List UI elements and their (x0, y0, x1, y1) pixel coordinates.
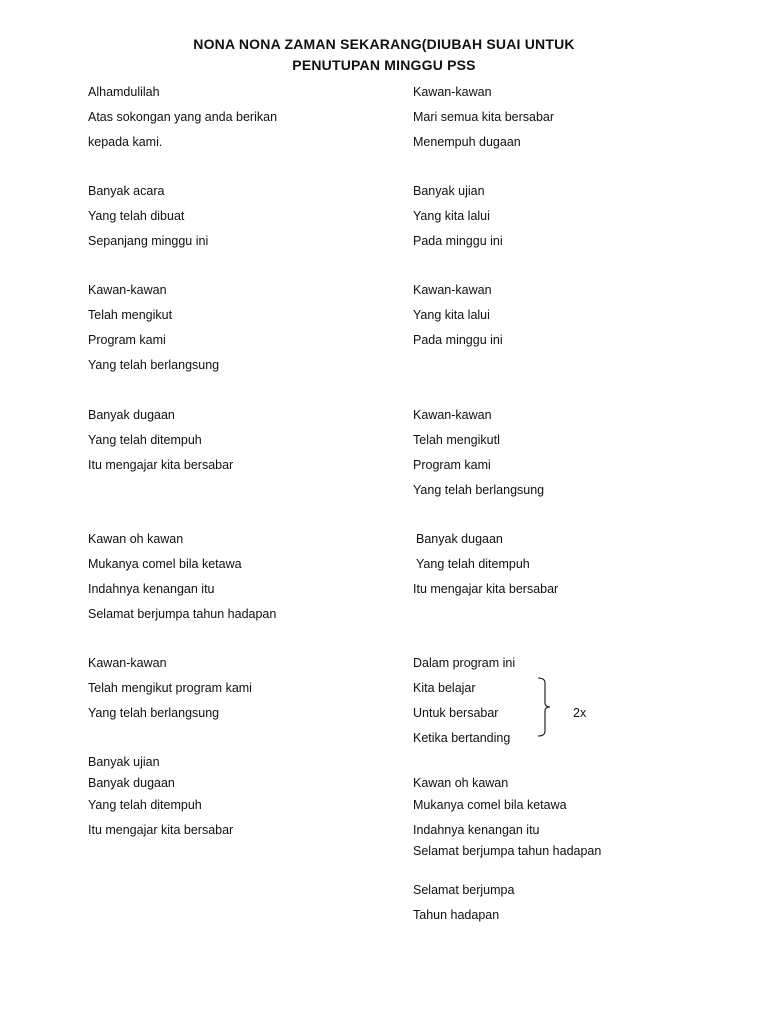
right-line: Banyak dugaan (416, 532, 503, 546)
right-line: Mari semua kita bersabar (413, 110, 555, 124)
left-line: Yang telah berlangsung (88, 706, 220, 720)
right-line: Kawan-kawan (413, 283, 492, 297)
left-line: Alhamdulilah (88, 85, 160, 99)
left-line: kepada kami. (88, 135, 163, 149)
song-title-line-1: NONA NONA ZAMAN SEKARANG(DIUBAH SUAI UNTUK (193, 36, 575, 52)
left-line: Yang telah ditempuh (88, 433, 202, 447)
left-line: Kawan oh kawan (88, 532, 184, 546)
right-line: Kawan oh kawan (413, 776, 509, 790)
left-line: Yang telah ditempuh (88, 798, 202, 812)
right-line: Kawan-kawan (413, 408, 492, 422)
left-line: Itu mengajar kita bersabar (88, 823, 234, 837)
left-line: Telah mengikut program kami (88, 681, 252, 695)
right-line: Selamat berjumpa tahun hadapan (413, 844, 602, 858)
left-line: Banyak ujian (88, 755, 160, 769)
left-line: Banyak acara (88, 184, 165, 198)
left-line: Telah mengikut (88, 308, 173, 322)
right-line: Selamat berjumpa (413, 883, 515, 897)
right-line: Pada minggu ini (413, 333, 503, 347)
left-line: Selamat berjumpa tahun hadapan (88, 607, 277, 621)
right-line: Untuk bersabar (413, 706, 499, 720)
right-line: Tahun hadapan (413, 908, 500, 922)
right-line: Dalam program ini (413, 656, 516, 670)
left-line: Banyak dugaan (88, 776, 175, 790)
repeat-mark: 2x (573, 706, 587, 720)
right-line: Telah mengikutl (413, 433, 500, 447)
right-line: Ketika bertanding (413, 731, 511, 745)
left-line: Indahnya kenangan itu (88, 582, 215, 596)
right-line: Pada minggu ini (413, 234, 503, 248)
right-line: Itu mengajar kita bersabar (413, 582, 559, 596)
repeat-bracket-icon (536, 677, 558, 737)
left-line: Kawan-kawan (88, 656, 167, 670)
right-line: Yang telah berlangsung (413, 483, 545, 497)
right-line: Indahnya kenangan itu (413, 823, 540, 837)
right-line: Banyak ujian (413, 184, 485, 198)
right-line: Kita belajar (413, 681, 476, 695)
left-line: Kawan-kawan (88, 283, 167, 297)
right-line: Mukanya comel bila ketawa (413, 798, 567, 812)
right-line: Kawan-kawan (413, 85, 492, 99)
left-line: Itu mengajar kita bersabar (88, 458, 234, 472)
right-line: Program kami (413, 458, 491, 472)
left-line: Mukanya comel bila ketawa (88, 557, 242, 571)
right-line: Yang kita lalui (413, 209, 490, 223)
left-line: Atas sokongan yang anda berikan (88, 110, 278, 124)
left-line: Banyak dugaan (88, 408, 175, 422)
song-title-line-2: PENUTUPAN MINGGU PSS (292, 57, 476, 73)
right-line: Yang kita lalui (413, 308, 490, 322)
right-line: Menempuh dugaan (413, 135, 521, 149)
left-line: Sepanjang minggu ini (88, 234, 209, 248)
left-line: Yang telah dibuat (88, 209, 185, 223)
left-line: Program kami (88, 333, 166, 347)
left-line: Yang telah berlangsung (88, 358, 220, 372)
right-line: Yang telah ditempuh (416, 557, 530, 571)
